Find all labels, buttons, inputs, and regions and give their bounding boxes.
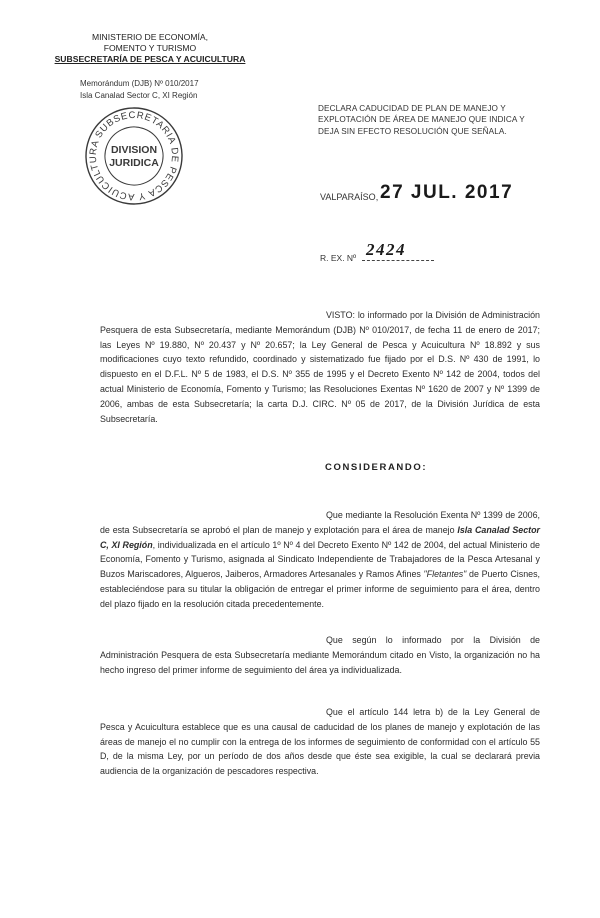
p1-rest: , individualizada en el artículo 1º Nº 4 del Decreto Exento Nº 142 de 2004, del actual Ministerio de Economía, Fomento y Turismo, asignada al Sindicato Independiente de Trabajadores de la Pesca Artesanal y Buzos Mariscadores, Algueros, Jaiberos, Armadores Artesanales y Ramos Afines <box>100 539 540 580</box>
visto-text: VISTO: lo informado por la División de Administración Pesquera de esta Subsecretaría, mediante Memorándum (DJB) Nº 010/2017, de fecha 11 de enero de 2017; las Leyes Nº 19.880, Nº 20.437 y Nº 20.657; la Ley General de Pesca y Acuicultura Nº 18.892 y sus modificaciones cuyo texto refundido, coordinado y sistematizado fue fijado por el D.S. Nº 430 de 1991, lo dispuesto en el D.F.L. Nº 5 de 1983, el D.S. Nº 355 de 1995 y el Decreto Exento Nº 142 de 2004, todos del actual Ministerio de Economía, Fomento y Turismo; las Resoluciones Exentas Nº 1620 de 2007 y Nº 1399 de 2006, ambas de esta Subsecretaría; la carta D.J. CIRC. Nº 05 de 2017, de la División Jurídica de esta Subsecretaría. <box>100 310 540 424</box>
p2-text: Que según lo informado por la División de Administración Pesquera de esta Subsecretaría mediante Memorándum citado en Visto, la organización no ha hecho ingreso del primer informe de seguimiento del área ya individualizada. <box>100 635 540 675</box>
considerando-heading: CONSIDERANDO: <box>325 462 428 473</box>
resolution-number: 2424 <box>366 240 406 259</box>
svg-text:SUBSECRETARIA DE PESCA Y ACUIC <box>82 104 186 208</box>
ministry-subtitle: FOMENTO Y TURISMO <box>103 43 197 53</box>
stamp-center-line2: JURIDICA <box>109 157 159 169</box>
p1-lead: Que mediante la Resolución Exenta Nº 1399 de 2006, de esta Subsecretaría se aprobó el plan de manejo y explotación para el área de manejo <box>100 510 540 535</box>
p3-text: Que el artículo 144 letra b) de la Ley General de Pesca y Acuicultura establece que es una causal de caducidad de los planes de manejo y explotación de las áreas de manejo el no cumplir con la entrega de los informes de seguimiento de conformidad con el artículo 55 D, de la misma Ley, por un período de dos años desde que éste sea exigible, la cual se declarará previa audiencia de la organización de pescadores respectiva. <box>100 707 540 777</box>
considerando-paragraph-2 <box>100 633 540 677</box>
number-underline <box>362 260 434 261</box>
resolution-label: R. EX. Nº <box>320 253 357 263</box>
considerando-paragraph-3 <box>100 705 540 779</box>
letterhead <box>50 32 250 65</box>
area-reference: Isla Canalad Sector C, XI Región <box>80 91 198 100</box>
resolution-date: 27 JUL. 2017 <box>380 182 514 203</box>
stamp-center-line1: DIVISION <box>110 144 158 156</box>
p1-organization-name: "Fletantes" <box>423 569 467 580</box>
place-label: VALPARAÍSO, <box>320 192 379 202</box>
visto-paragraph <box>100 308 540 426</box>
division-juridica-stamp <box>82 104 186 208</box>
stamp-ring-text: SUBSECRETARIA DE PESCA Y ACUICULTURA <box>87 109 181 203</box>
subsecretaria-name: SUBSECRETARÍA DE PESCA Y ACUICULTURA <box>54 54 246 64</box>
considerando-paragraph-1 <box>100 508 540 612</box>
memo-reference: Memorándum (DJB) Nº 010/2017 <box>80 79 199 88</box>
p1-area-name: Isla Canalad Sector C, XI Región <box>100 524 540 550</box>
ministry-name: MINISTERIO DE ECONOMÍA, <box>91 32 209 42</box>
reference-block <box>80 78 199 102</box>
stamp-seal-icon <box>82 104 186 208</box>
resolution-summary: DECLARA CADUCIDAD DE PLAN DE MANEJO Y EXPLOTACIÓN DE ÁREA DE MANEJO QUE INDICA Y DEJA SIN EFECTO RESOLUCIÓN QUE SEÑALA. <box>318 104 525 136</box>
p1-tail: de Puerto Cisnes, estableciéndose para su titular la obligación de entregar el primer informe de seguimiento para el área, dentro del plazo fijado en la resolución citada precedentemente. <box>100 569 540 609</box>
